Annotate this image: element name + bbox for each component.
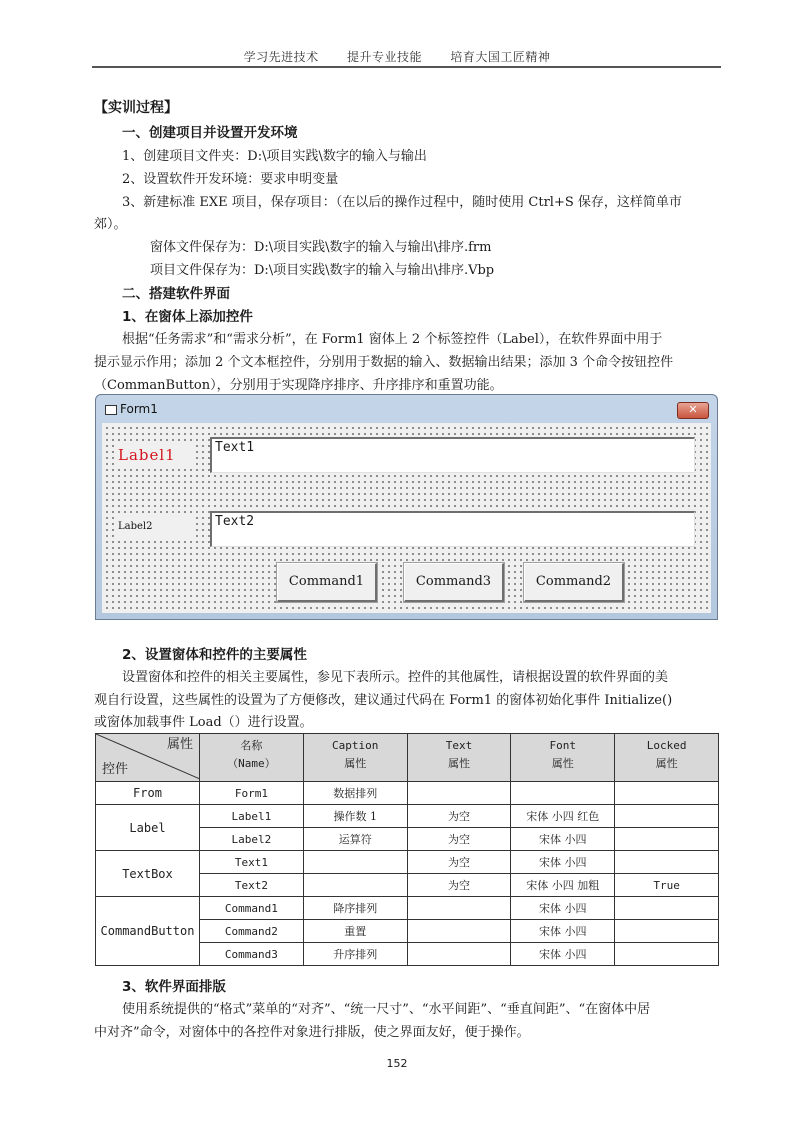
command2-button[interactable]: Command2 <box>524 563 624 602</box>
caption-cell: 升序排列 <box>303 943 407 966</box>
header-font-line2: 属性 <box>551 757 574 770</box>
header-divider <box>92 66 721 68</box>
font-cell: 宋体 小四 加粗 <box>511 874 615 897</box>
caption-cell: 操作数 1 <box>303 805 407 828</box>
page-header <box>0 48 794 65</box>
part1-step1: 1、创建项目文件夹：D:\项目实践\数字的输入与输出 <box>122 149 427 164</box>
header-locked-line2: 属性 <box>655 757 678 770</box>
caption-cell: 运算符 <box>303 828 407 851</box>
text1-control[interactable]: Text1 <box>210 437 695 473</box>
locked-cell <box>615 782 719 805</box>
header-motto-2: 提升专业技能 <box>346 50 422 64</box>
text-cell: 为空 <box>407 874 511 897</box>
command1-button[interactable]: Command1 <box>277 563 377 602</box>
header-text-line2: 属性 <box>448 757 471 770</box>
text-cell <box>407 897 511 920</box>
corner-control-label: 控件 <box>102 762 129 777</box>
sub3-para-line2: 中对齐”命令，对窗体中的各控件对象进行排版，使之界面友好，便于操作。 <box>94 1025 530 1040</box>
locked-cell <box>615 897 719 920</box>
command3-button[interactable]: Command3 <box>404 563 504 602</box>
caption-cell: 降序排列 <box>303 897 407 920</box>
caption-cell: 重置 <box>303 920 407 943</box>
control-type-cell: From <box>96 782 200 805</box>
sub1-para-line2: 提示显示作用；添加 2 个文本框控件，分别用于数据的输入、数据输出结果；添加 3 个命令按钮控件 <box>94 355 674 370</box>
font-cell: 宋体 小四 <box>511 851 615 874</box>
part1-step3-line1: 3、新建标准 EXE 项目，保存项目：（在以后的操作过程中，随时使用 Ctrl+S 保存，这样简单市 <box>122 195 682 210</box>
header-text-line1: Text <box>445 739 473 752</box>
form-icon <box>105 405 117 415</box>
header-locked <box>615 734 719 782</box>
sub3-heading: 3、软件界面排版 <box>122 979 226 995</box>
name-cell: Label2 <box>199 828 303 851</box>
text-cell <box>407 920 511 943</box>
header-caption-line2: 属性 <box>344 757 367 770</box>
sub1-para-line1: 根据“任务需求”和“需求分析”，在 Form1 窗体上 2 个标签控件（Label），在软件界面中用于 <box>122 332 663 347</box>
part1-heading: 一、创建项目并设置开发环境 <box>122 125 298 141</box>
header-caption-line1: Caption <box>332 739 379 752</box>
font-cell: 宋体 小四 <box>511 828 615 851</box>
properties-table <box>95 733 719 966</box>
header-text <box>407 734 511 782</box>
table-row <box>96 782 719 805</box>
table-row <box>96 805 719 828</box>
part1-step3-line2: 郊）。 <box>94 217 127 232</box>
form1-window <box>95 394 718 620</box>
table-header-row <box>96 734 719 782</box>
sub2-heading: 2、设置窗体和控件的主要属性 <box>122 647 307 663</box>
header-name <box>199 734 303 782</box>
project-file-path: 项目文件保存为：D:\项目实践\数字的输入与输出\排序.Vbp <box>150 263 495 278</box>
corner-header-cell <box>96 734 200 782</box>
sub1-para-line3: （CommanButton），分别用于实现降序排序、升序排序和重置功能。 <box>94 378 503 393</box>
header-caption <box>303 734 407 782</box>
table-row <box>96 851 719 874</box>
locked-cell <box>615 851 719 874</box>
control-type-cell: Label <box>96 805 200 851</box>
control-type-cell: CommandButton <box>96 897 200 966</box>
header-name-line2: （Name） <box>227 757 276 770</box>
header-font-line1: Font <box>549 739 577 752</box>
label2-control[interactable]: Label2 <box>114 513 196 541</box>
caption-cell <box>303 874 407 897</box>
caption-cell <box>303 851 407 874</box>
font-cell: 宋体 小四 红色 <box>511 805 615 828</box>
label1-control[interactable]: Label1 <box>114 441 196 469</box>
close-button[interactable]: ✕ <box>677 402 709 419</box>
font-cell: 宋体 小四 <box>511 943 615 966</box>
header-motto-1: 学习先进技术 <box>243 50 319 64</box>
text2-control[interactable]: Text2 <box>210 511 695 547</box>
part2-heading: 二、搭建软件界面 <box>122 286 230 302</box>
caption-cell: 数据排列 <box>303 782 407 805</box>
name-cell: Command3 <box>199 943 303 966</box>
font-cell: 宋体 小四 <box>511 920 615 943</box>
text-cell: 为空 <box>407 851 511 874</box>
sub2-para-line2: 观自行设置，这些属性的设置为了方便修改，建议通过代码在 Form1 的窗体初始化事件 Initialize() <box>94 693 673 708</box>
font-cell <box>511 782 615 805</box>
sub1-heading: 1、在窗体上添加控件 <box>122 309 253 325</box>
text-cell <box>407 943 511 966</box>
locked-cell <box>615 943 719 966</box>
form1-title: Form1 <box>120 402 158 416</box>
name-cell: Command1 <box>199 897 303 920</box>
sub3-para-line1: 使用系统提供的“格式”菜单的“对齐”、“统一尺寸”、“水平间距”、“垂直间距”、“在窗体中居 <box>122 1002 651 1017</box>
locked-cell <box>615 920 719 943</box>
header-locked-line1: Locked <box>646 739 687 752</box>
name-cell: Form1 <box>199 782 303 805</box>
section-title: 【实训过程】 <box>94 100 178 116</box>
page-number: 152 <box>386 1057 408 1070</box>
name-cell: Text1 <box>199 851 303 874</box>
corner-attribute-label: 属性 <box>166 737 193 752</box>
locked-cell: True <box>615 874 719 897</box>
header-motto-3: 培育大国工匠精神 <box>450 50 551 64</box>
locked-cell <box>615 805 719 828</box>
form1-title-bar[interactable] <box>96 395 717 423</box>
font-cell: 宋体 小四 <box>511 897 615 920</box>
name-cell: Text2 <box>199 874 303 897</box>
name-cell: Label1 <box>199 805 303 828</box>
part1-step2: 2、设置软件开发环境：要求申明变量 <box>122 172 339 187</box>
table-row <box>96 897 719 920</box>
locked-cell <box>615 828 719 851</box>
header-name-line1: 名称 <box>240 739 263 752</box>
header-font <box>511 734 615 782</box>
control-type-cell: TextBox <box>96 851 200 897</box>
text-cell: 为空 <box>407 805 511 828</box>
text-cell: 为空 <box>407 828 511 851</box>
sub2-para-line3: 或窗体加载事件 Load（）进行设置。 <box>94 715 313 730</box>
form1-client-area <box>102 423 711 613</box>
sub2-para-line1: 设置窗体和控件的相关主要属性，参见下表所示。控件的其他属性，请根据设置的软件界面的美 <box>122 670 669 685</box>
form-file-path: 窗体文件保存为：D:\项目实践\数字的输入与输出\排序.frm <box>150 240 492 255</box>
name-cell: Command2 <box>199 920 303 943</box>
text-cell <box>407 782 511 805</box>
